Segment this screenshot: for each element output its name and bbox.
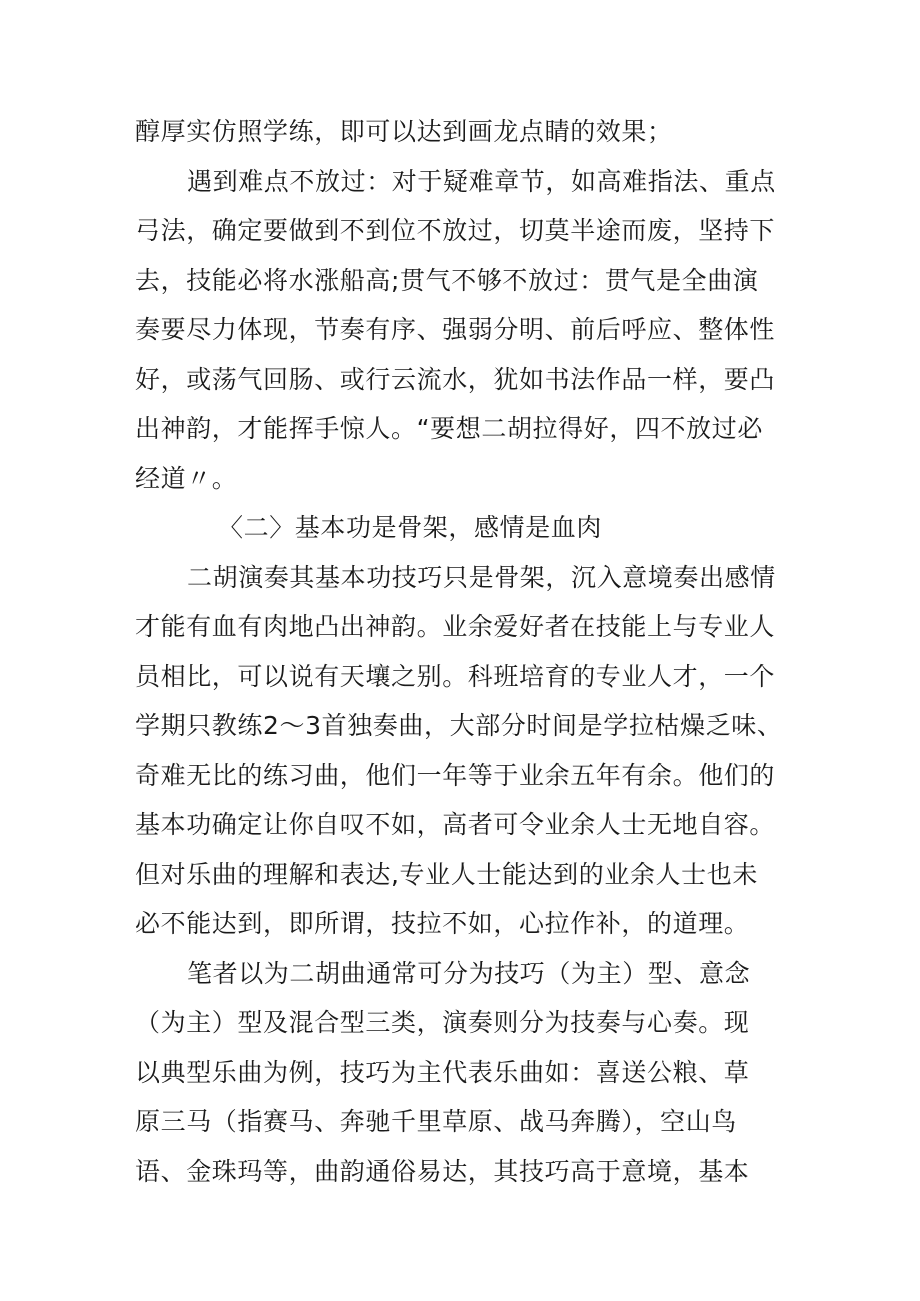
text-line: 才能有血有肉地凸出神韵。业余爱好者在技能上与专业人 (135, 612, 776, 641)
text-line: （为主）型及混合型三类，演奏则分为技奏与心奏。现 (135, 1008, 750, 1037)
text-line: 出神韵，才能挥手惊人。“要想二胡拉得好，四不放过必 (135, 414, 763, 443)
text-line: 去，技能必将水涨船高;贯气不够不放过：贯气是全曲演 (135, 266, 759, 295)
text-line: 员相比，可以说有天壤之别。科班培育的专业人才，一个 (135, 662, 776, 691)
text-line: 奇难无比的练习曲，他们一年等于业余五年有余。他们的 (135, 761, 776, 790)
text-line: 语、金珠玛等，曲韵通俗易达，其技巧高于意境，基本 (135, 1157, 750, 1186)
text-line: 以典型乐曲为例，技巧为主代表乐曲如：喜送公粮、草 (135, 1058, 750, 1087)
paragraph-start-line: 笔者以为二胡曲通常可分为技巧（为主）型、意念 (187, 959, 751, 988)
text-line: 奏要尽力体现，节奏有序、强弱分明、前后呼应、整体性 (135, 315, 776, 344)
section-heading: 〈二〉基本功是骨架，感情是血肉 (218, 513, 603, 542)
text-line: 基本功确定让你自叹不如，高者可令业余人士无地自容。 (135, 810, 776, 839)
text-line: 原三马（指赛马、奔驰千里草原、战马奔腾），空山鸟 (135, 1107, 737, 1136)
text-line: 必不能达到，即所谓，技拉不如，心拉作补，的道理。 (135, 909, 750, 938)
text-line: 经道〃。 (135, 464, 238, 493)
text-line: 但对乐曲的理解和表达,专业人士能达到的业余人士也未 (135, 860, 758, 889)
text-line: 醇厚实仿照学练，即可以达到画龙点睛的效果； (135, 117, 673, 146)
text-line: 学期只教练2～3首独奏曲，大部分时间是学拉枯燥乏味、 (135, 711, 783, 740)
paragraph-start-line: 二胡演奏其基本功技巧只是骨架，沉入意境奏出感情 (187, 563, 776, 592)
paragraph-start-line: 遇到难点不放过：对于疑难章节，如高难指法、重点 (187, 167, 776, 196)
text-line: 弓法，确定要做到不到位不放过，切莫半途而废，坚持下 (135, 216, 776, 245)
text-line: 好，或荡气回肠、或行云流水，犹如书法作品一样，要凸 (135, 365, 776, 394)
